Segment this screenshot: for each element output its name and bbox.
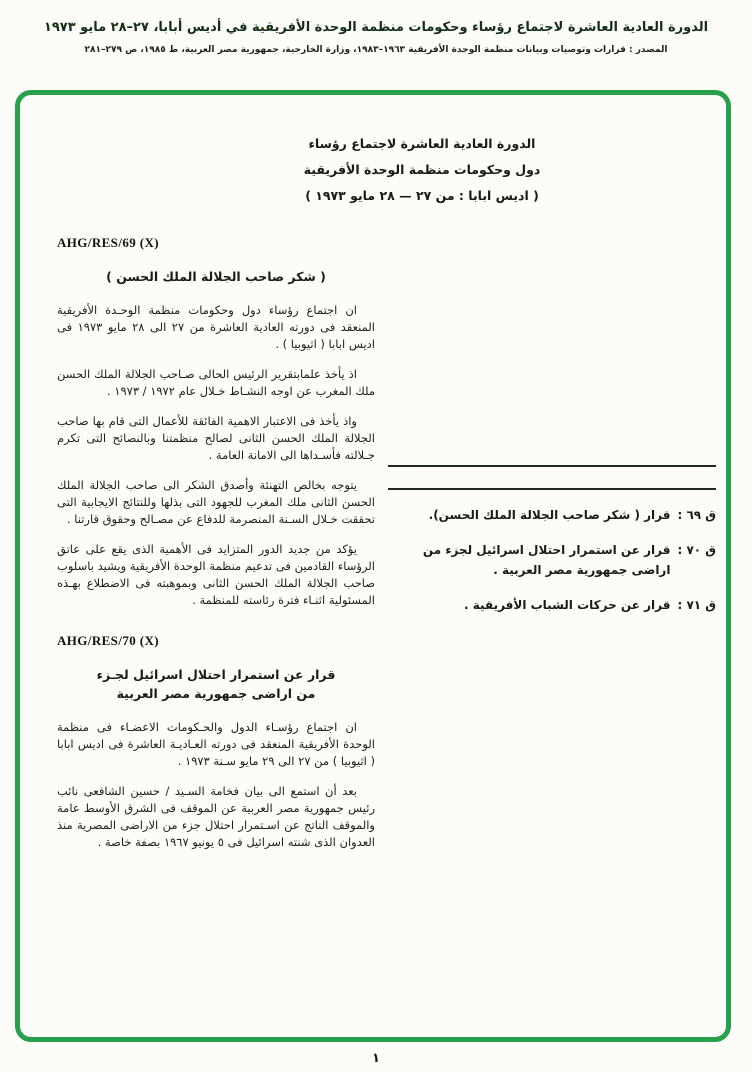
resolution-70-ref: AHG/RES/70 (X): [57, 633, 160, 648]
resolution-69-paragraph: يؤكد من جديد الدور المتزايد فى الأهمية الذى يقع على عاتق الرؤساء القادمين فى تدعيم منظمة الوحدة الأفريقية ويشيد باسلوب صاحب الجلالة الملك الحسن الثانى وبموهبته فى الاضطلاع بهـذه المسئولية اثنـاء فترة رئاسته للمنظمة .: [57, 542, 375, 607]
session-title-line1: الدورة العادية العاشرة لاجتماع رؤساء: [308, 136, 536, 151]
resolution-69-paragraph: واذ يأخذ فى الاعتبار الاهمية الفائقة للأعمال التى قام بها صاحب الجلالة الملك الحسن الثانى لصالح منظمتنا وبالنصائح التى تكرم جـلالته فأسـداها الى الامانة العامة .: [57, 414, 375, 462]
resolution-70-title-line2: من اراضى جمهورية مصر العربية: [116, 686, 316, 701]
index-item-text: قرار ( شكر صاحب الجلالة الملك الحسن).: [428, 508, 671, 522]
index-item-res-70: [388, 540, 716, 580]
resolution-70-title: [57, 665, 375, 703]
session-title-block: [262, 131, 582, 209]
header-title: الدورة العادية العاشرة لاجتماع رؤساء وحكومات منظمة الوحدة الأفريقية في أديس أبابا، ٢٧–٢٨ مايو ١٩٧٣: [43, 20, 709, 35]
resolution-69-paragraph: يتوجه بخالص التهنئة وأصدق الشكر الى صاحب الجلالة الملك الحسن الثانى ملك المغرب للجهود التى بذلها وللنتائج الايجابية التى تحققت خـلال السـنة المنصرمة للدفاع عن مصـالح وحقوق قارتنا .: [57, 478, 375, 526]
index-item-number: ق ٦٩ :: [677, 508, 716, 522]
index-item-text: قرار عن استمرار احتلال اسرائيل لجزء من اراضى جمهورية مصر العربية .: [422, 543, 671, 577]
index-item-res-71: [388, 595, 716, 615]
page-number: ١: [372, 1051, 380, 1066]
green-border-frame: [15, 90, 731, 1042]
document-header: [20, 20, 732, 55]
header-source-note: المصدر : قرارات وتوصيات وبيانات منظمة الوحدة الأفريقية ١٩٦٣–١٩٨٣، وزارة الخارجية، جمهورية مصر العربية، ط ١٩٨٥، ص ٢٧٩–٢٨١: [84, 45, 668, 55]
session-title-line3: ( اديس ابابا : من ٢٧ — ٢٨ مايو ١٩٧٣ ): [305, 188, 539, 203]
index-item-number: ق ٧٠ :: [677, 543, 716, 557]
resolution-70-title-line1: قرار عن استمرار احتلال اسرائيل لجـزء: [96, 667, 336, 682]
resolution-69-paragraph: ان اجتماع رؤساء دول وحكومات منظمة الوحـدة الأفريقية المنعقد فى دورته العادية العاشرة من ٢٧ الى ٢٨ مايو ١٩٧٣ فى اديس ابابا ( اثيوبيا ) .: [57, 303, 375, 351]
resolution-69-paragraph: اذ يأخذ علمابتقرير الرئيس الحالى صـاحب الجلالة الملك الحسن ملك المغرب عن اوجه النشـاط خـلال عام ١٩٧٢ / ١٩٧٣ .: [57, 367, 375, 398]
resolution-70-paragraph: بعد أن استمع الى بيان فخامة السـيد / حسين الشافعى نائب رئيس جمهورية مصر العربية عن الموقف فى الشرق الأوسط عامة والموقف الناتج عن اسـتمرار احتلال جزء من الاراضى المصرية منذ العدوان الذى شنته اسرائيل فى ٥ يونيو ١٩٦٧ بصفة خاصة .: [57, 784, 375, 849]
index-item-res-69: [388, 505, 716, 525]
resolution-69-title: ( شكر صاحب الجلالة الملك الحسن ): [106, 269, 326, 284]
resolutions-index: [388, 465, 716, 615]
main-text-column: [57, 235, 375, 864]
session-title-line2: دول وحكومات منظمة الوحدة الأفريقية: [303, 162, 541, 177]
divider-line-top: [388, 465, 716, 467]
divider-line-bottom: [388, 488, 716, 490]
index-item-number: ق ٧١ :: [677, 598, 716, 612]
index-item-text: قرار عن حركات الشباب الأفريقية .: [464, 598, 671, 612]
resolution-70-paragraph: ان اجتماع رؤسـاء الدول والحـكومات الاعضـاء فى منظمة الوحدة الأفريقية المنعقد فى دورته العـاديـة العاشرة فى اديس ابابا ( اثيوبيا ) من ٢٧ الى ٢٩ مايو سـنة ١٩٧٣ .: [57, 720, 375, 768]
resolution-69-ref: AHG/RES/69 (X): [57, 235, 160, 250]
